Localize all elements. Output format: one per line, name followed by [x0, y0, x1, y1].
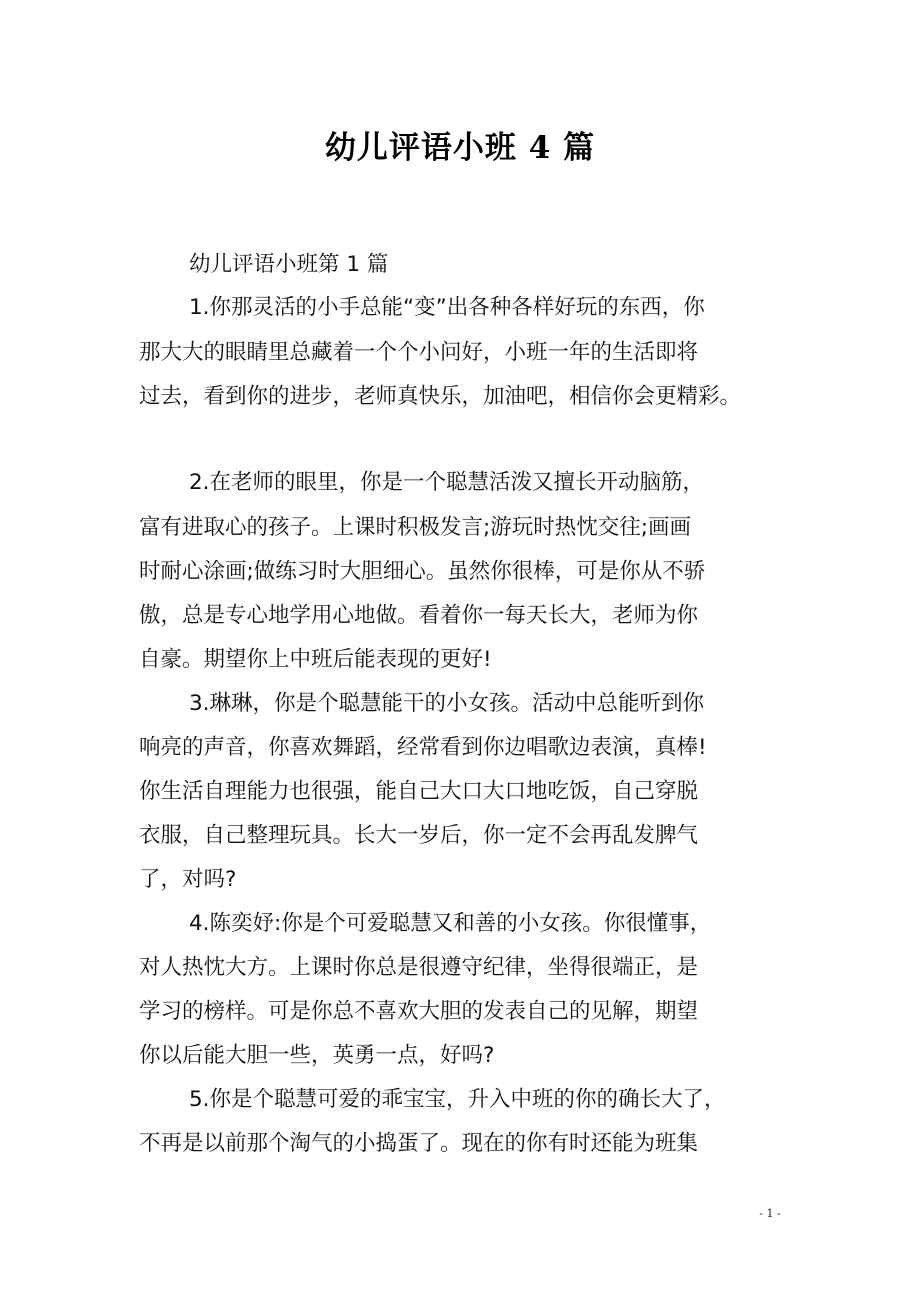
paragraph-line: 不再是以前那个淘气的小捣蛋了。现在的你有时还能为班集 — [139, 1131, 699, 1156]
paragraph-line: 学习的榜样。可是你总不喜欢大胆的发表自己的见解，期望 — [139, 999, 699, 1024]
paragraph-line: 响亮的声音，你喜欢舞蹈，经常看到你边唱歌边表演，真棒! — [139, 735, 707, 760]
page-number: - 1 - — [759, 1207, 781, 1220]
paragraph-line: 3.琳琳，你是个聪慧能干的小女孩。活动中总能听到你 — [189, 691, 705, 716]
paragraph-line: 傲，总是专心地学用心地做。看着你一每天长大，老师为你 — [139, 603, 699, 628]
paragraph-line: 时耐心涂画;做练习时大胆细心。虽然你很棒，可是你从不骄 — [139, 559, 706, 584]
section-heading: 幼儿评语小班第 1 篇 — [189, 252, 389, 277]
paragraph-line: 对人热忱大方。上课时你总是很遵守纪律，坐得很端正，是 — [139, 955, 699, 980]
paragraph-line: 衣服，自己整理玩具。长大一岁后，你一定不会再乱发脾气 — [139, 823, 699, 848]
paragraph-line: 1.你那灵活的小手总能“变”出各种各样好玩的东西，你 — [189, 295, 705, 320]
paragraph-line: 富有进取心的孩子。上课时积极发言;游玩时热忱交往;画画 — [139, 515, 691, 540]
paragraph-line: 那大大的眼睛里总藏着一个个小问好，小班一年的生活即将 — [139, 340, 699, 365]
paragraph-line: 5.你是个聪慧可爱的乖宝宝，升入中班的你的确长大了， — [189, 1087, 726, 1112]
document-title: 幼儿评语小班 4 篇 — [324, 130, 596, 166]
paragraph-line: 了，对吗? — [139, 867, 237, 892]
paragraph-line: 自豪。期望你上中班后能表现的更好! — [139, 647, 492, 672]
paragraph-line: 过去，看到你的进步，老师真快乐，加油吧，相信你会更精彩。 — [139, 384, 742, 409]
paragraph-line: 4.陈奕妤:你是个可爱聪慧又和善的小女孩。你很懂事， — [189, 911, 712, 936]
paragraph-line: 你生活自理能力也很强，能自己大口大口地吃饭，自己穿脱 — [139, 779, 699, 804]
paragraph-line: 2.在老师的眼里，你是一个聪慧活泼又擅长开动脑筋， — [189, 470, 705, 495]
paragraph-line: 你以后能大胆一些，英勇一点，好吗? — [139, 1043, 495, 1068]
